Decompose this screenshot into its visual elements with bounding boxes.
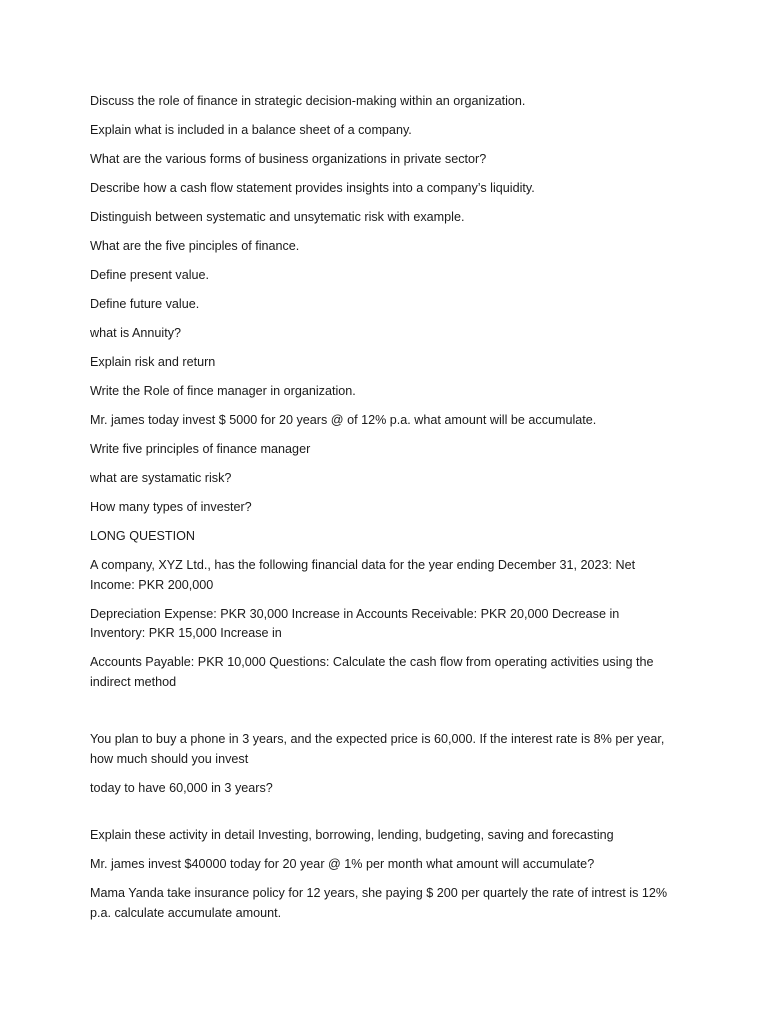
section-heading-long-question: LONG QUESTION [90, 529, 195, 543]
question-systamatic-risk: what are systamatic risk? [90, 471, 232, 485]
long-question-xyz-task: Accounts Payable: PKR 10,000 Questions: Calculate the cash flow from operating activities using the indirect method [90, 655, 654, 689]
question-finance-role-strategic: Discuss the role of finance in strategic decision-making within an organization. [90, 94, 526, 108]
long-question-xyz-intro: A company, XYZ Ltd., has the following financial data for the year ending December 31, 2023: Net Income: PKR 200,000 [90, 558, 636, 592]
question-finance-manager-role: Write the Role of fince manager in organization. [90, 384, 356, 398]
question-james-5000: Mr. james today invest $ 5000 for 20 years @ of 12% p.a. what amount will be accumulate. [90, 413, 597, 427]
question-phone-savings-cont: today to have 60,000 in 3 years? [90, 780, 273, 795]
question-five-principles: What are the five pinciples of finance. [90, 239, 300, 253]
question-cash-flow-liquidity: Describe how a cash flow statement provides insights into a company’s liquidity. [90, 181, 535, 195]
question-phone-savings: You plan to buy a phone in 3 years, and the expected price is 60,000. If the interest rate is 8% per year, how much should you invest [90, 732, 665, 766]
question-annuity: what is Annuity? [90, 326, 182, 340]
question-activities-detail: Explain these activity in detail Investing, borrowing, lending, budgeting, saving and forecasting [90, 828, 614, 842]
question-systematic-risk: Distinguish between systematic and unsytematic risk with example. [90, 210, 465, 224]
document-body [90, 92, 675, 933]
question-james-40000: Mr. james invest $40000 today for 20 year @ 1% per month what amount will accumulate? [90, 857, 595, 871]
question-present-value: Define present value. [90, 268, 210, 282]
long-question-xyz-data: Depreciation Expense: PKR 30,000 Increase in Accounts Receivable: PKR 20,000 Decrease in Inventory: PKR 15,000 Increase in [90, 606, 620, 640]
question-insurance-policy: Mama Yanda take insurance policy for 12 years, she paying $ 200 per quartely the rate of intrest is 12% p.a. calculate accumulate amount. [90, 886, 668, 920]
question-risk-return: Explain risk and return [90, 355, 216, 369]
question-finance-manager-principles: Write five principles of finance manager [90, 442, 311, 456]
question-business-organizations: What are the various forms of business organizations in private sector? [90, 152, 487, 166]
question-investor-types: How many types of invester? [90, 500, 252, 514]
question-future-value: Define future value. [90, 297, 200, 311]
question-balance-sheet: Explain what is included in a balance sheet of a company. [90, 123, 412, 137]
